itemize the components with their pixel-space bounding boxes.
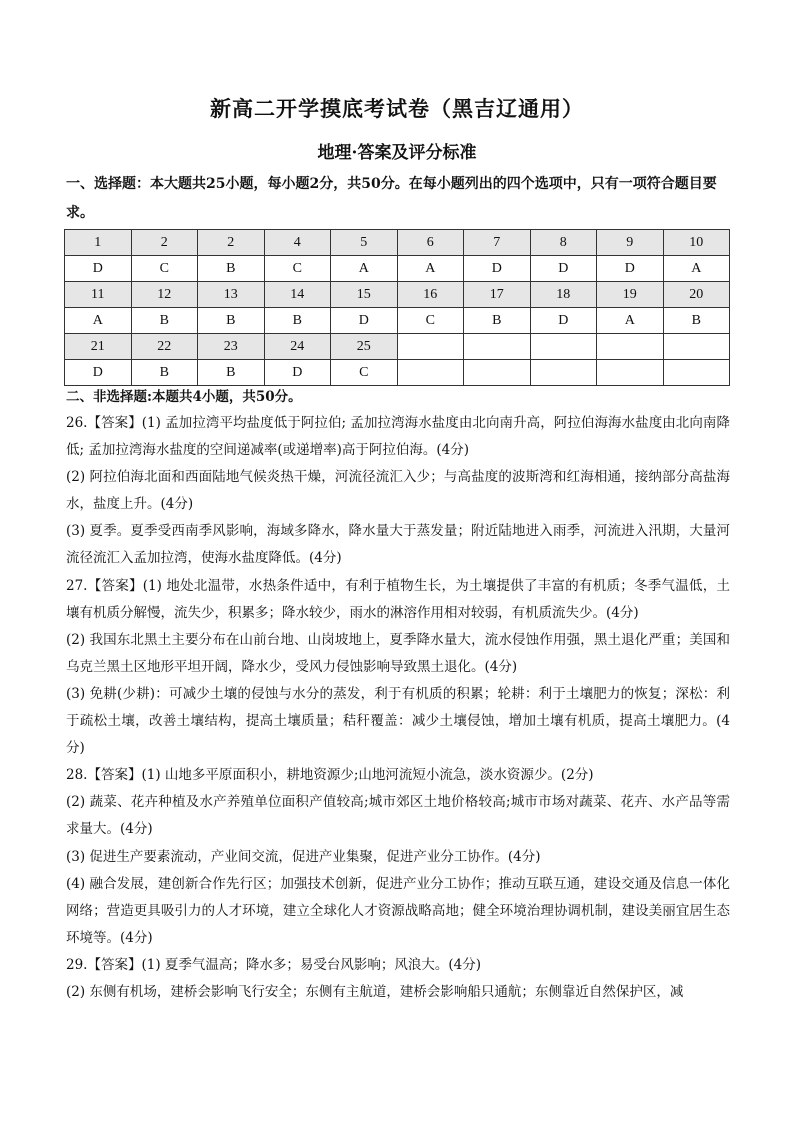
answer-paragraph: 26.【答案】(1) 孟加拉湾平均盐度低于阿拉伯; 孟加拉湾海水盐度由北向南升高，阿拉伯海海水盐度由北向南降低; 孟加拉湾海水盐度的空间递减率(或递增率)高于阿拉伯海。(4分) (66, 415, 730, 459)
question-number-cell: 9 (597, 230, 664, 256)
question-number-row (65, 230, 730, 256)
answer-cell: A (397, 256, 464, 282)
answer-paragraph: (2) 蔬菜、花卉种植及水产养殖单位面积产值较高;城市郊区土地价格较高;城市市场对蔬菜、花卉、水产品等需求量大。(4分) (66, 794, 730, 838)
answer-paragraph: (3) 免耕(少耕)：可减少土壤的侵蚀与水分的蒸发，利于有机质的积累；轮耕：利于土壤肥力的恢复；深松：利于疏松土壤，改善土壤结构，提高土壤质量；秸秆覆盖：减少土壤侵蚀，增加土壤有机质，提高土壤肥力。(4分) (66, 685, 730, 757)
answer-cell (597, 360, 664, 386)
answer-paragraph: 28.【答案】(1) 山地多平原面积小，耕地资源少;山地河流短小流急，淡水资源少。(2分) (66, 767, 594, 784)
question-number-cell: 23 (198, 334, 265, 360)
question-number-cell: 1 (65, 230, 132, 256)
answer-cell (397, 360, 464, 386)
answer-cell: C (331, 360, 398, 386)
question-number-cell: 24 (264, 334, 331, 360)
question-number-cell (397, 334, 464, 360)
question-number-row (65, 282, 730, 308)
question-number-cell: 14 (264, 282, 331, 308)
answer-cell: A (663, 256, 730, 282)
answer-paragraph: (4) 融合发展，建创新合作先行区；加强技术创新，促进产业分工协作；推动互联互通，建设交通及信息一体化网络；营造更具吸引力的人才环境，建立全球化人才资源战略高地；健全环境治理协调机制，建设美丽宜居生态环境等。(4分) (66, 875, 730, 946)
answer-cell: D (464, 256, 531, 282)
answer-paragraph: (3) 促进生产要素流动，产业间交流，促进产业集聚，促进产业分工协作。(4分) (66, 848, 541, 865)
question-number-cell: 17 (464, 282, 531, 308)
answer-row (65, 308, 730, 334)
question-number-cell (464, 334, 531, 360)
question-number-cell (663, 334, 730, 360)
answer-paragraph: (2) 我国东北黑土主要分布在山前台地、山岗坡地上，夏季降水量大，流水侵蚀作用强，黑土退化严重；美国和乌克兰黑土区地形平坦开阔，降水少，受风力侵蚀影响导致黑土退化。(4分) (66, 631, 730, 675)
answer-table (64, 229, 730, 386)
answer-cell: B (198, 308, 265, 334)
answer-cell (663, 360, 730, 386)
question-number-cell: 20 (663, 282, 730, 308)
answer-cell: A (597, 308, 664, 334)
question-number-cell: 6 (397, 230, 464, 256)
answer-cell: B (131, 360, 198, 386)
answer-cell: C (131, 256, 198, 282)
question-number-cell: 19 (597, 282, 664, 308)
answer-cell (464, 360, 531, 386)
question-number-cell: 7 (464, 230, 531, 256)
page-title: 新高二开学摸底考试卷（黑吉辽通用） (210, 96, 584, 121)
question-number-cell: 4 (264, 230, 331, 256)
section1-heading: 一、选择题：本大题共25小题，每小题2分，共50分。在每小题列出的四个选项中，只有一项符合题目要求。 (66, 176, 717, 221)
answer-cell: B (198, 360, 265, 386)
question-number-cell: 18 (530, 282, 597, 308)
page-subtitle: 地理·答案及评分标准 (317, 143, 477, 163)
answer-cell: D (264, 360, 331, 386)
question-number-cell: 21 (65, 334, 132, 360)
question-number-cell: 16 (397, 282, 464, 308)
answer-cell: B (131, 308, 198, 334)
question-number-cell: 2 (198, 230, 265, 256)
answer-cell: D (530, 256, 597, 282)
question-number-cell: 15 (331, 282, 398, 308)
answer-paragraph: (2) 东侧有机场，建桥会影响飞行安全；东侧有主航道，建桥会影响船只通航；东侧靠近自然保护区，减 (66, 983, 684, 1000)
answer-paragraph: 27.【答案】(1) 地处北温带，水热条件适中，有利于植物生长，为土壤提供了丰富的有机质；冬季气温低，土壤有机质分解慢，流失少，积累多；降水较少，雨水的淋溶作用相对较弱，有机质流失少。(4分) (66, 577, 730, 621)
question-number-cell: 2 (131, 230, 198, 256)
question-number-cell (597, 334, 664, 360)
answer-cell: B (264, 308, 331, 334)
answer-cell: D (530, 308, 597, 334)
answer-cell: D (65, 256, 132, 282)
answer-body (66, 410, 730, 1006)
answer-cell: D (331, 308, 398, 334)
answer-cell: C (264, 256, 331, 282)
answer-row (65, 360, 730, 386)
answer-row (65, 256, 730, 282)
question-number-cell: 12 (131, 282, 198, 308)
answer-paragraph: (3) 夏季。夏季受西南季风影响，海域多降水，降水量大于蒸发量；附近陆地进入雨季，河流进入汛期，大量河流径流汇入孟加拉湾，使海水盐度降低。(4分) (66, 523, 730, 567)
answer-cell: A (331, 256, 398, 282)
question-number-cell: 13 (198, 282, 265, 308)
question-number-row (65, 334, 730, 360)
answer-cell: B (198, 256, 265, 282)
answer-paragraph: 29.【答案】(1) 夏季气温高；降水多；易受台风影响；风浪大。(4分) (66, 956, 482, 973)
question-number-cell: 11 (65, 282, 132, 308)
section2-heading: 二、非选择题:本题共4小题，共50分。 (66, 389, 302, 405)
answer-cell: B (663, 308, 730, 334)
answer-cell: D (65, 360, 132, 386)
question-number-cell: 10 (663, 230, 730, 256)
answer-cell: B (464, 308, 531, 334)
answer-cell: A (65, 308, 132, 334)
question-number-cell (530, 334, 597, 360)
answer-cell: C (397, 308, 464, 334)
question-number-cell: 25 (331, 334, 398, 360)
answer-paragraph: (2) 阿拉伯海北面和西面陆地气候炎热干燥，河流径流汇入少；与高盐度的波斯湾和红海相通，接纳部分高盐海水，盐度上升。(4分) (66, 469, 730, 513)
question-number-cell: 8 (530, 230, 597, 256)
question-number-cell: 22 (131, 334, 198, 360)
answer-cell: D (597, 256, 664, 282)
answer-cell (530, 360, 597, 386)
question-number-cell: 5 (331, 230, 398, 256)
